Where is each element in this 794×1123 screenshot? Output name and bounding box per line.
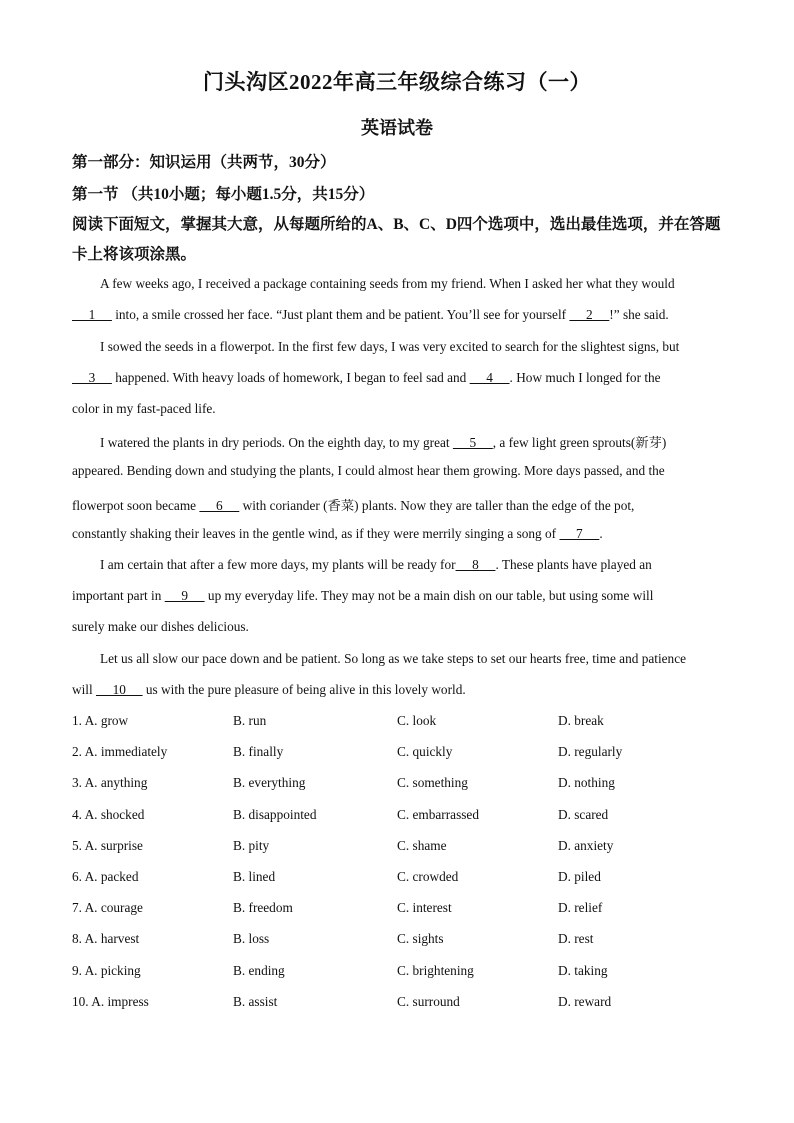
passage-line: flowerpot soon became 6 with coriander (香菜) plants. Now they are taller than the edge of the pot,	[72, 498, 635, 513]
option-b: B. disappointed	[233, 807, 317, 822]
option-b: B. everything	[233, 775, 306, 790]
option-a: 10. A. impress	[72, 994, 149, 1009]
option-b: B. pity	[233, 838, 270, 853]
option-c: C. interest	[397, 900, 452, 915]
exam-title: 门头沟区2022年高三年级综合练习（一）	[203, 70, 591, 94]
option-b: B. freedom	[233, 900, 293, 915]
option-b: B. loss	[233, 931, 270, 946]
blank-5: 5	[452, 435, 493, 450]
passage-line: I am certain that after a few more days, my plants will be ready for 8 . These plants have played an	[100, 557, 652, 572]
option-d: D. regularly	[558, 744, 623, 759]
option-c: C. sights	[397, 931, 444, 946]
option-b: B. finally	[233, 744, 284, 759]
option-d: D. taking	[558, 963, 608, 978]
option-a: 2. A. immediately	[72, 744, 168, 759]
blank-7: 7	[559, 526, 600, 541]
passage-line: Let us all slow our pace down and be patient. So long as we take steps to set our hearts free, time and patience	[100, 651, 686, 666]
part-heading: 第一部分：知识运用（共两节，30分）	[72, 154, 336, 171]
option-b: B. lined	[233, 869, 276, 884]
option-a: 1. A. grow	[72, 713, 129, 728]
passage-line: will 10 us with the pure pleasure of being alive in this lovely world.	[72, 682, 466, 697]
passage-line: color in my fast-paced life.	[72, 401, 216, 416]
passage-line: 1 into, a smile crossed her face. “Just plant them and be patient. You’ll see for yourself 2 !” she said.	[72, 307, 669, 322]
option-d: D. relief	[558, 900, 603, 915]
blank-4: 4	[469, 370, 510, 385]
option-c: C. brightening	[397, 963, 474, 978]
option-d: D. scared	[558, 807, 609, 822]
option-d: D. rest	[558, 931, 594, 946]
option-d: D. anxiety	[558, 838, 614, 853]
option-a: 6. A. packed	[72, 869, 139, 884]
option-d: D. nothing	[558, 775, 615, 790]
blank-8: 8	[455, 557, 496, 572]
passage-line: I sowed the seeds in a flowerpot. In the first few days, I was very excited to search for the slightest signs, but	[100, 339, 680, 354]
passage-line: I watered the plants in dry periods. On the eighth day, to my great 5 , a few light green sprouts(新芽)	[100, 435, 667, 450]
option-c: C. something	[397, 775, 468, 790]
option-b: B. ending	[233, 963, 285, 978]
blank-10: 10	[96, 682, 143, 697]
option-a: 4. A. shocked	[72, 807, 145, 822]
option-c: C. surround	[397, 994, 460, 1009]
option-c: C. crowded	[397, 869, 459, 884]
option-a: 5. A. surprise	[72, 838, 143, 853]
option-a: 7. A. courage	[72, 900, 143, 915]
passage-line: 3 happened. With heavy loads of homework, I began to feel sad and 4 . How much I longed for the	[72, 370, 661, 385]
option-d: D. reward	[558, 994, 612, 1009]
option-c: C. quickly	[397, 744, 453, 759]
blank-3: 3	[72, 370, 112, 385]
option-d: D. break	[558, 713, 604, 728]
instructions: 阅读下面短文，掌握其大意，从每题所给的A、B、C、D四个选项中，选出最佳选项，并在答题卡上将该项涂黑。	[72, 216, 721, 263]
blank-1: 1	[72, 307, 112, 322]
option-a: 3. A. anything	[72, 775, 148, 790]
option-c: C. look	[397, 713, 437, 728]
section-heading: 第一节 （共10小题；每小题1.5分，共15分）	[72, 186, 375, 203]
option-b: B. assist	[233, 994, 278, 1009]
option-c: C. shame	[397, 838, 447, 853]
option-a: 9. A. picking	[72, 963, 141, 978]
blank-6: 6	[199, 498, 240, 513]
passage-line: A few weeks ago, I received a package containing seeds from my friend. When I asked her what they would	[100, 276, 675, 291]
blank-9: 9	[164, 588, 205, 603]
option-a: 8. A. harvest	[72, 931, 140, 946]
option-c: C. embarrassed	[397, 807, 479, 822]
option-b: B. run	[233, 713, 267, 728]
exam-subtitle: 英语试卷	[361, 118, 433, 138]
passage-line: constantly shaking their leaves in the gentle wind, as if they were merrily singing a song of 7 .	[72, 526, 603, 541]
passage-line: important part in 9 up my everyday life. They may not be a main dish on our table, but using some will	[72, 588, 654, 603]
blank-2: 2	[569, 307, 610, 322]
option-d: D. piled	[558, 869, 601, 884]
passage-line: appeared. Bending down and studying the plants, I could almost hear them growing. More days passed, and the	[72, 463, 665, 478]
passage-line: surely make our dishes delicious.	[72, 619, 249, 634]
